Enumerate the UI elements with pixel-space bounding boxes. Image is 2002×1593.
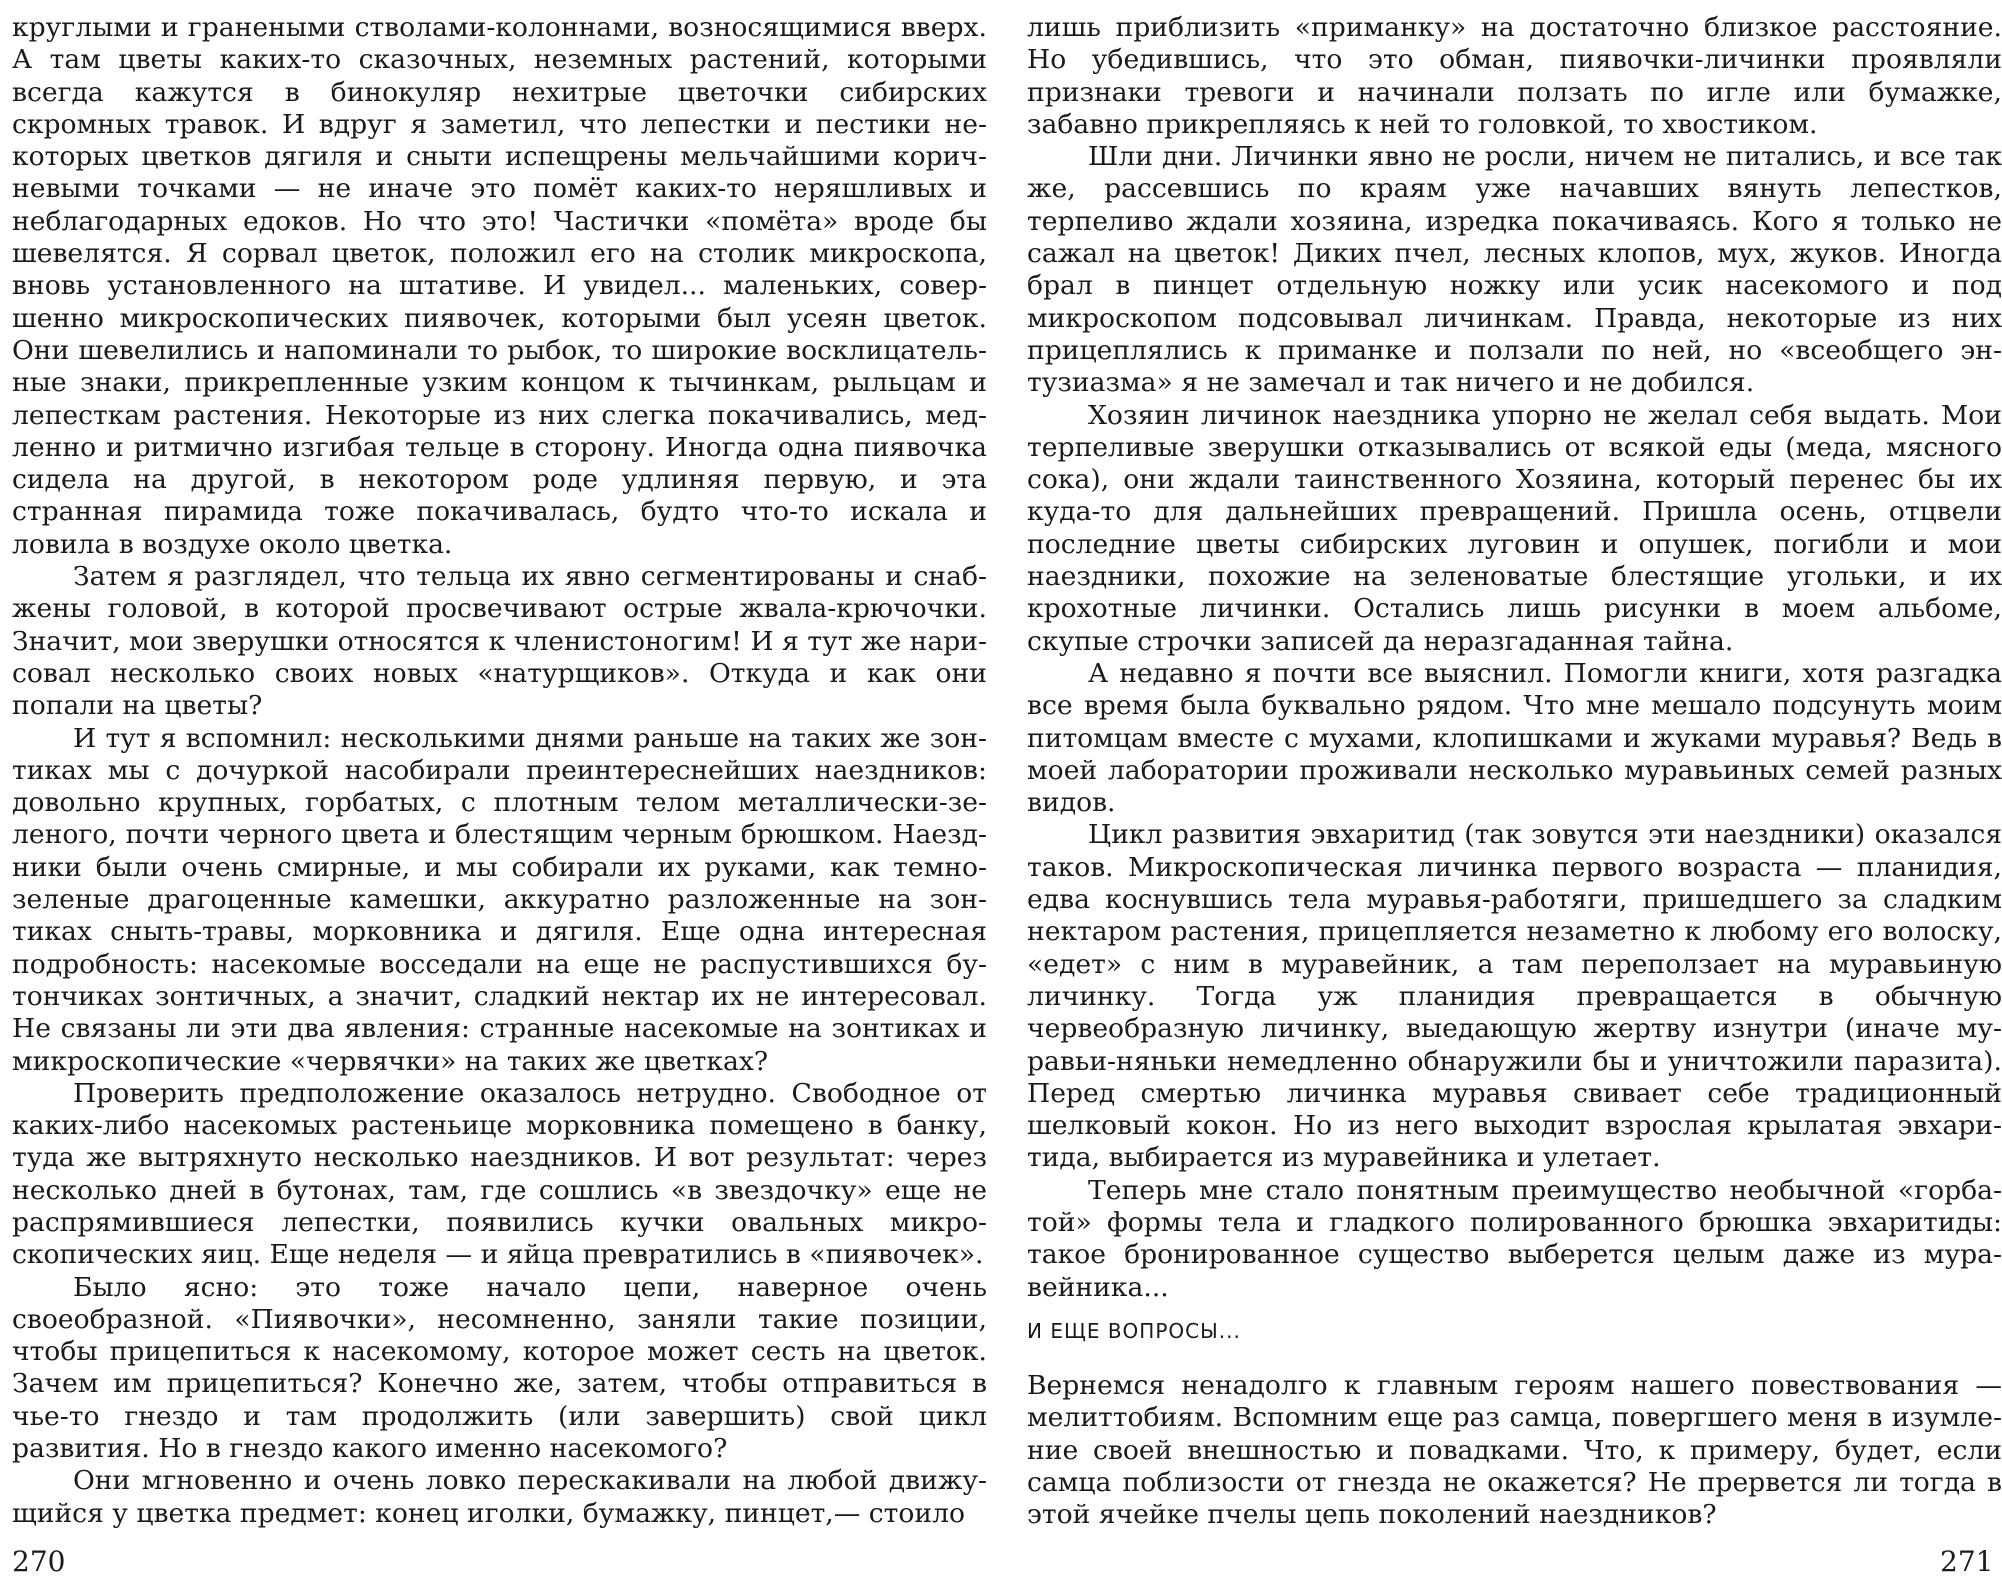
paragraph: Хозяин личинок наездника упорно не желал себя выдать. Мои терпеливые зверушки отказывались от всякой еды (меда, мясного сока), они ждали таинственного Хозяина, который перенес бы их куда-то для дальнейших превращений. Пришла осень, отцвели последние цветы сибирских луговин и опушек, погибли и мои наездники, похожие на зеленоватые блестящие угольки, и их крохотные личинки. Остались лишь рисунки в моем альбоме, скупые строчки записей да неразгаданная тайна. xyxy=(1027,399,2002,657)
page-number-left: 270 xyxy=(12,1545,66,1578)
paragraph: Было ясно: это тоже начало цепи, наверное очень своеобразной. «Пиявочки», несомненно, заняли такие позиции, чтобы прицепиться к насекомому, которое может сесть на цветок. Зачем им прицепиться? Конечно же, затем, чтобы отправиться в чье-то гнездо и там продолжить (или завершить) свой цикл развития. Но в гнездо какого именно насекомого? xyxy=(12,1271,987,1465)
paragraph: Затем я разглядел, что тельца их явно сегментированы и снабжены головой, в которой просвечивают острые жвала-крючочки. Значит, мои зверушки относятся к членистоногим! И я тут же нарисовал несколько своих новых «натурщиков». Откуда и как они попали на цветы? xyxy=(12,561,987,722)
paragraph: Они мгновенно и очень ловко перескакивали на любой движущийся у цветка предмет: конец иголки, бумажку, пинцет,— стоило xyxy=(12,1465,987,1529)
paragraph: И тут я вспомнил: несколькими днями раньше на таких же зонтиках мы с дочуркой насобирали преинтереснейших наездников: довольно крупных, горбатых, с плотным телом металлически-зеленого, почти черного цвета и блестящим черным брюшком. Наездники были очень смирные, и мы собирали их руками, как темнозеленые драгоценные камешки, аккуратно разложенные на зонтиках сныть-травы, морковника и дягиля. Еще одна интересная подробность: насекомые восседали на еще не распустившихся бутончиках зонтичных, а значит, сладкий нектар их не интересовал. Не связаны ли эти два явления: странные насекомые на зонтиках и микроскопические «червячки» на таких же цветках? xyxy=(12,722,987,1077)
paragraph: Шли дни. Личинки явно не росли, ничем не питались, и все так же, рассевшись по краям уже начавших вянуть лепестков, терпеливо ждали хозяина, изредка покачиваясь. Кого я только не сажал на цветок! Диких пчел, лесных клопов, мух, жуков. Иногда брал в пинцет отдельную ножку или усик насекомого и под микроскопом подсовывал личинкам. Правда, некоторые из них прицеплялись к приманке и ползали по ней, но «всеобщего энтузиазма» я не замечал и так ничего и не добился. xyxy=(1027,141,2002,399)
left-page-text xyxy=(12,12,987,1530)
section-text xyxy=(1027,1370,2002,1531)
paragraph: лишь приблизить «приманку» на достаточно близкое расстояние. Но убедившись, что это обман, пиявочки-личинки проявляли признаки тревоги и начинали ползать по игле или бумажке, забавно прикрепляясь к ней то головкой, то хвостиком. xyxy=(1027,12,2002,140)
page-number-right: 271 xyxy=(1940,1545,1994,1578)
right-page-text xyxy=(1027,12,2002,1304)
left-page xyxy=(12,12,987,1530)
right-page xyxy=(1027,12,2002,1531)
paragraph: Цикл развития эвхаритид (так зовутся эти наездники) оказался таков. Микроскопическая личинка первого возраста — планидия, едва коснувшись тела муравья-работяги, пришедшего за сладким нектаром растения, прицепляется незаметно к любому его волоску, «едет» с ним в муравейник, а там переползает на муравьиную личинку. Тогда уж планидия превращается в обычную червеобразную личинку, выедающую жертву изнутри (иначе муравьи-няньки немедленно обнаружили бы и уничтожили паразита). Перед смертью личинка муравья свивает себе традиционный шелковый кокон. Но из него выходит взрослая крылатая эвхаритида, выбирается из муравейника и улетает. xyxy=(1027,819,2002,1174)
paragraph: Вернемся ненадолго к главным героям нашего повествования — мелиттобиям. Вспомним еще раз самца, повергшего меня в изумление своей внешностью и повадками. Что, к примеру, будет, если самца поблизости от гнезда не окажется? Не прервется ли тогда в этой ячейке пчелы цепь поколений наездников? xyxy=(1027,1370,2002,1531)
paragraph: Теперь мне стало понятным преимущество необычной «горбатой» формы тела и гладкого полированного брюшка эвхаритиды: такое бронированное существо выберется целым даже из муравейника... xyxy=(1027,1174,2002,1303)
paragraph: круглыми и гранеными стволами-колоннами, возносящимися вверх. А там цветы каких-то сказочных, неземных растений, которыми всегда кажутся в бинокуляр нехитрые цветочки сибирских скромных травок. И вдруг я заметил, что лепестки и пестики некоторых цветков дягиля и сныти испещрены мельчайшими коричневыми точками — не иначе это помёт каких-то неряшливых и неблагодарных едоков. Но что это! Частички «помёта» вроде бы шевелятся. Я сорвал цветок, положил его на столик микроскопа, вновь установленного на штативе. И увидел... маленьких, совершенно микроскопических пиявочек, которыми был усеян цветок. Они шевелились и напоминали то рыбок, то широкие восклицательные знаки, прикрепленные узким концом к тычинкам, рыльцам и лепесткам растения. Некоторые из них слегка покачивались, медленно и ритмично изгибая тельце в сторону. Иногда одна пиявочка сидела на другой, в некотором роде удлиняя первую, и эта странная пирамида тоже покачивалась, будто что-то искала и ловила в воздухе около цветка. xyxy=(12,12,987,560)
section-heading: И ЕЩЕ ВОПРОСЫ... xyxy=(1027,1319,1241,1343)
paragraph: А недавно я почти все выяснил. Помогли книги, хотя разгадка все время была буквально рядом. Что мне мешало подсунуть моим питомцам вместе с мухами, клопишками и жуками муравья? Ведь в моей лаборатории проживали несколько муравьиных семей разных видов. xyxy=(1027,657,2002,819)
paragraph: Проверить предположение оказалось нетрудно. Свободное от каких-либо насекомых растеньице морковника помещено в банку, туда же вытряхнуто несколько наездников. И вот результат: через несколько дней в бутонах, там, где сошлись «в звездочку» еще не распрямившиеся лепестки, появились кучки овальных микроскопических яиц. Еще неделя — и яйца превратились в «пиявочек». xyxy=(12,1077,987,1271)
